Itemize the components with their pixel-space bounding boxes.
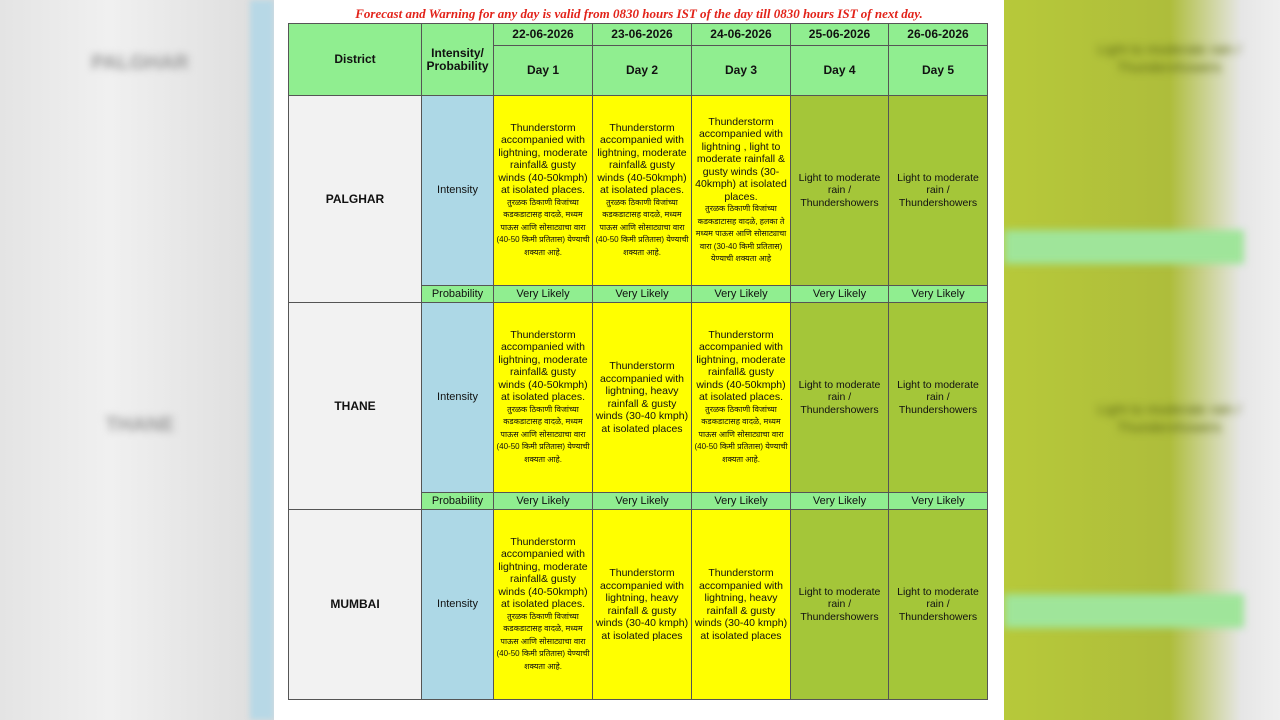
forecast-cell: Thunderstorm accompanied with lightning, heavy rainfall & gusty winds (30-40 kmph) at isolated places bbox=[593, 303, 692, 493]
district-name-palghar: PALGHAR bbox=[289, 96, 422, 303]
forecast-cell: Light to moderate rain / Thundershowers bbox=[791, 510, 889, 700]
forecast-text-mr: तुरळक ठिकाणी विजांच्या कडकडाटासह वादळे, मध्यम पाऊस आणि सोसाट्याचा वारा (40-50 किमी प्रतितास) येण्याची शक्यता आहे. bbox=[496, 404, 590, 464]
background-left-label: THANE bbox=[105, 414, 175, 436]
forecast-cell: Thunderstorm accompanied with lightning, heavy rainfall & gusty winds (30-40 kmph) at isolated places bbox=[593, 510, 692, 700]
probability-label: Probability bbox=[422, 286, 494, 303]
mumbai-intensity-row bbox=[289, 510, 988, 700]
date-header: 26-06-2026 bbox=[889, 24, 988, 46]
intensity-label: Intensity bbox=[422, 303, 494, 493]
background-left-blurred bbox=[0, 0, 274, 720]
forecast-cell: Light to moderate rain / Thundershowers bbox=[889, 96, 988, 286]
background-right-band bbox=[1004, 230, 1244, 264]
forecast-text-mr: तुरळक ठिकाणी विजांच्या कडकडाटासह वादळे, हलका ते मध्यम पाऊस आणि सोसाट्याचा वारा (30-40 किमी प्रतितास) येण्याची शक्यता आहे bbox=[695, 204, 787, 263]
background-left-strip bbox=[250, 0, 274, 720]
day-header: Day 1 bbox=[494, 46, 593, 96]
probability-cell: Very Likely bbox=[889, 493, 988, 510]
probability-cell: Very Likely bbox=[889, 286, 988, 303]
forecast-cell: Light to moderate rain / Thundershowers bbox=[791, 96, 889, 286]
forecast-text-mr: तुरळक ठिकाणी विजांच्या कडकडाटासह वादळे, मध्यम पाऊस आणि सोसाट्याचा वारा (40-50 किमी प्रतितास) येण्याची शक्यता आहे. bbox=[694, 404, 788, 464]
forecast-cell: Light to moderate rain / Thundershowers bbox=[889, 510, 988, 700]
district-column-header: District bbox=[289, 24, 422, 96]
forecast-text-en: Thunderstorm accompanied with lightning, moderate rainfall& gusty winds (40-50kmph) at isolated places. bbox=[498, 328, 588, 404]
probability-cell: Very Likely bbox=[494, 493, 593, 510]
background-right-label: Light to moderate rain / Thundershowers bbox=[1097, 401, 1241, 435]
forecast-cell bbox=[494, 303, 593, 493]
validity-note: Forecast and Warning for any day is valid from 0830 hours IST of the day till 0830 hours IST of next day. bbox=[355, 6, 923, 21]
day-header: Day 5 bbox=[889, 46, 988, 96]
forecast-text-en: Thunderstorm accompanied with lightning, moderate rainfall& gusty winds (40-50kmph) at isolated places. bbox=[498, 121, 588, 197]
probability-cell: Very Likely bbox=[692, 493, 791, 510]
forecast-cell bbox=[494, 510, 593, 700]
forecast-cell: Light to moderate rain / Thundershowers bbox=[791, 303, 889, 493]
intensity-label: Intensity bbox=[422, 510, 494, 700]
district-forecast-table bbox=[288, 23, 988, 700]
probability-cell: Very Likely bbox=[791, 286, 889, 303]
date-header: 24-06-2026 bbox=[692, 24, 791, 46]
forecast-text-en: Thunderstorm accompanied with lightning, moderate rainfall& gusty winds (40-50kmph) at isolated places. bbox=[498, 535, 588, 611]
document-page bbox=[274, 0, 1004, 720]
district-name-mumbai: MUMBAI bbox=[289, 510, 422, 700]
forecast-text-en: Thunderstorm accompanied with lightning, moderate rainfall& gusty winds (40-50kmph) at isolated places. bbox=[597, 121, 687, 197]
day-header: Day 3 bbox=[692, 46, 791, 96]
forecast-text-mr: तुरळक ठिकाणी विजांच्या कडकडाटासह वादळे, मध्यम पाऊस आणि सोसाट्याचा वारा (40-50 किमी प्रतितास) येण्याची शक्यता आहे. bbox=[496, 197, 590, 257]
dates-header-row bbox=[289, 24, 988, 46]
intensity-probability-column-header: Intensity/ Probability bbox=[422, 24, 494, 96]
probability-cell: Very Likely bbox=[692, 286, 791, 303]
forecast-cell bbox=[593, 96, 692, 286]
forecast-text-mr: तुरळक ठिकाणी विजांच्या कडकडाटासह वादळे, मध्यम पाऊस आणि सोसाट्याचा वारा (40-50 किमी प्रतितास) येण्याची शक्यता आहे. bbox=[496, 611, 590, 671]
probability-cell: Very Likely bbox=[791, 493, 889, 510]
background-right-blurred bbox=[1004, 0, 1280, 720]
probability-cell: Very Likely bbox=[593, 493, 692, 510]
forecast-text-mr: तुरळक ठिकाणी विजांच्या कडकडाटासह वादळे, मध्यम पाऊस आणि सोसाट्याचा वारा (40-50 किमी प्रतितास) येण्याची शक्यता आहे. bbox=[595, 197, 689, 257]
date-header: 25-06-2026 bbox=[791, 24, 889, 46]
day-header: Day 2 bbox=[593, 46, 692, 96]
date-header: 22-06-2026 bbox=[494, 24, 593, 46]
date-header: 23-06-2026 bbox=[593, 24, 692, 46]
probability-label: Probability bbox=[422, 493, 494, 510]
forecast-cell bbox=[494, 96, 593, 286]
intensity-label: Intensity bbox=[422, 96, 494, 286]
forecast-cell bbox=[692, 303, 791, 493]
background-right-label: Light to moderate rain / Thundershowers bbox=[1097, 41, 1241, 75]
day-header: Day 4 bbox=[791, 46, 889, 96]
thane-intensity-row bbox=[289, 303, 988, 493]
forecast-cell bbox=[692, 96, 791, 286]
palghar-intensity-row bbox=[289, 96, 988, 286]
forecast-cell: Light to moderate rain / Thundershowers bbox=[889, 303, 988, 493]
background-right-band bbox=[1004, 594, 1244, 628]
district-name-thane: THANE bbox=[289, 303, 422, 510]
forecast-text-en: Thunderstorm accompanied with lightning , light to moderate rainfall & gusty winds (30-40kmph) at isolated places. bbox=[695, 115, 787, 203]
forecast-text-en: Thunderstorm accompanied with lightning, moderate rainfall& gusty winds (40-50kmph) at isolated places. bbox=[696, 328, 786, 404]
background-left-label: PALGHAR bbox=[91, 52, 189, 74]
probability-cell: Very Likely bbox=[593, 286, 692, 303]
forecast-cell: Thunderstorm accompanied with lightning, heavy rainfall & gusty winds (30-40 kmph) at isolated places bbox=[692, 510, 791, 700]
probability-cell: Very Likely bbox=[494, 286, 593, 303]
